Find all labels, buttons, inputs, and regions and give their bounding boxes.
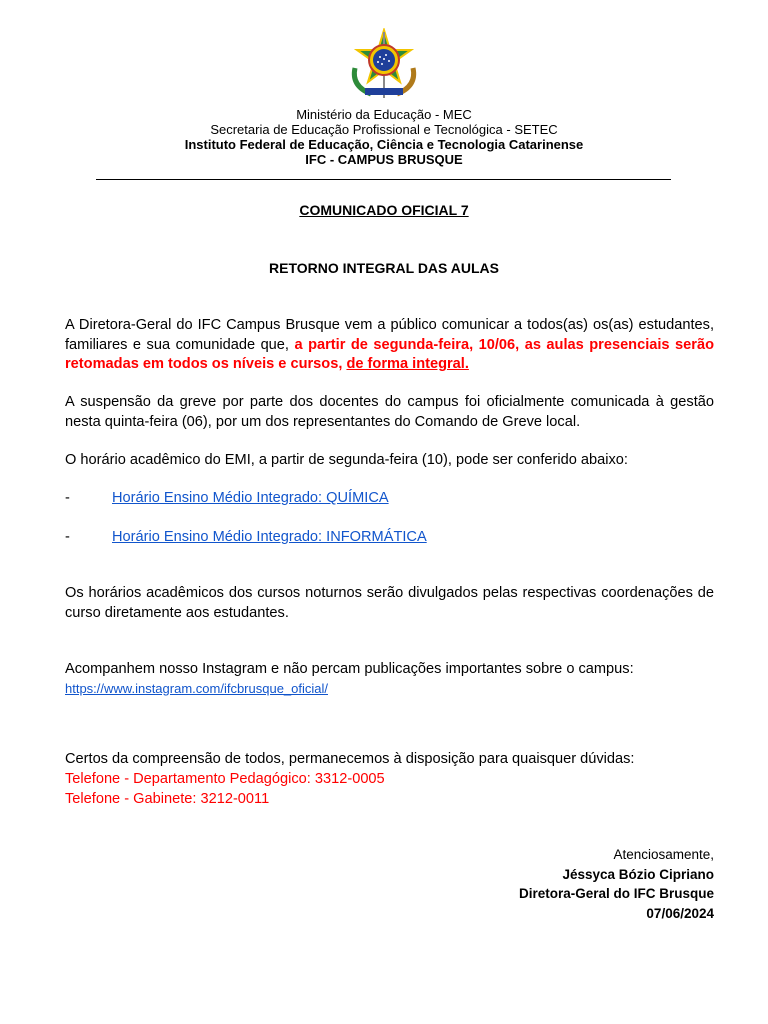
document-subtitle: RETORNO INTEGRAL DAS AULAS [269,260,499,276]
paragraph-schedule-intro: O horário acadêmico do EMI, a partir de segunda-feira (10), pode ser conferido abaixo: [65,452,628,468]
brazil-coat-of-arms-icon [345,28,423,100]
bullet-quimica: - [65,490,70,506]
document-title: COMUNICADO OFICIAL 7 [299,202,469,218]
institute-line: Instituto Federal de Educação, Ciência e Tecnologia Catarinense [184,137,584,152]
signature-date: 07/06/2024 [646,905,714,921]
signer-name: Jéssyca Bózio Cipriano [562,866,714,882]
paragraph-night-courses: Os horários acadêmicos dos cursos noturnos serão divulgados pelas respectivas coordenações de curso diretamente aos estudantes. [65,585,714,621]
phone-pedagogico: Telefone - Departamento Pedagógico: 3312-0005 [65,771,385,787]
phone-gabinete: Telefone - Gabinete: 3212-0011 [65,791,270,807]
contact-intro: Certos da compreensão de todos, permanecemos à disposição para quaisquer dúvidas: [65,751,635,767]
ministry-line: Ministério da Educação - MEC [296,107,472,122]
link-horario-quimica[interactable]: Horário Ensino Médio Integrado: QUÍMICA [112,490,389,506]
announcement-highlight: a partir de segunda-feira, 10/06, as aulas presenciais serão retomadas em todos os níveis e cursos, [65,336,714,372]
letterhead [0,107,768,167]
closing: Atenciosamente, [613,847,714,862]
campus-line: IFC - CAMPUS BRUSQUE [305,152,463,167]
header-divider [96,179,671,180]
instagram-link[interactable]: https://www.instagram.com/ifcbrusque_oficial/ [65,681,328,696]
link-horario-informatica[interactable]: Horário Ensino Médio Integrado: INFORMÁTICA [112,529,427,545]
secretariat-line: Secretaria de Educação Profissional e Tecnológica - SETEC [210,122,558,137]
paragraph-instagram: Acompanhem nosso Instagram e não percam publicações importantes sobre o campus: [65,661,634,677]
paragraph-announcement [65,316,714,375]
announcement-integral: de forma integral. [346,356,469,372]
signer-role: Diretora-Geral do IFC Brusque [518,886,714,901]
paragraph-strike-end: A suspensão da greve por parte dos docentes do campus foi oficialmente comunicada à gestão nesta quinta-feira (06), por um dos representantes do Comando de Greve local. [65,394,714,430]
bullet-informatica: - [65,529,70,545]
announcement-intro: A Diretora-Geral do IFC Campus Brusque vem a público comunicar a todos(as) os(as) estudantes, familiares e sua comunidade que, [65,317,714,353]
signature-block [519,845,714,923]
